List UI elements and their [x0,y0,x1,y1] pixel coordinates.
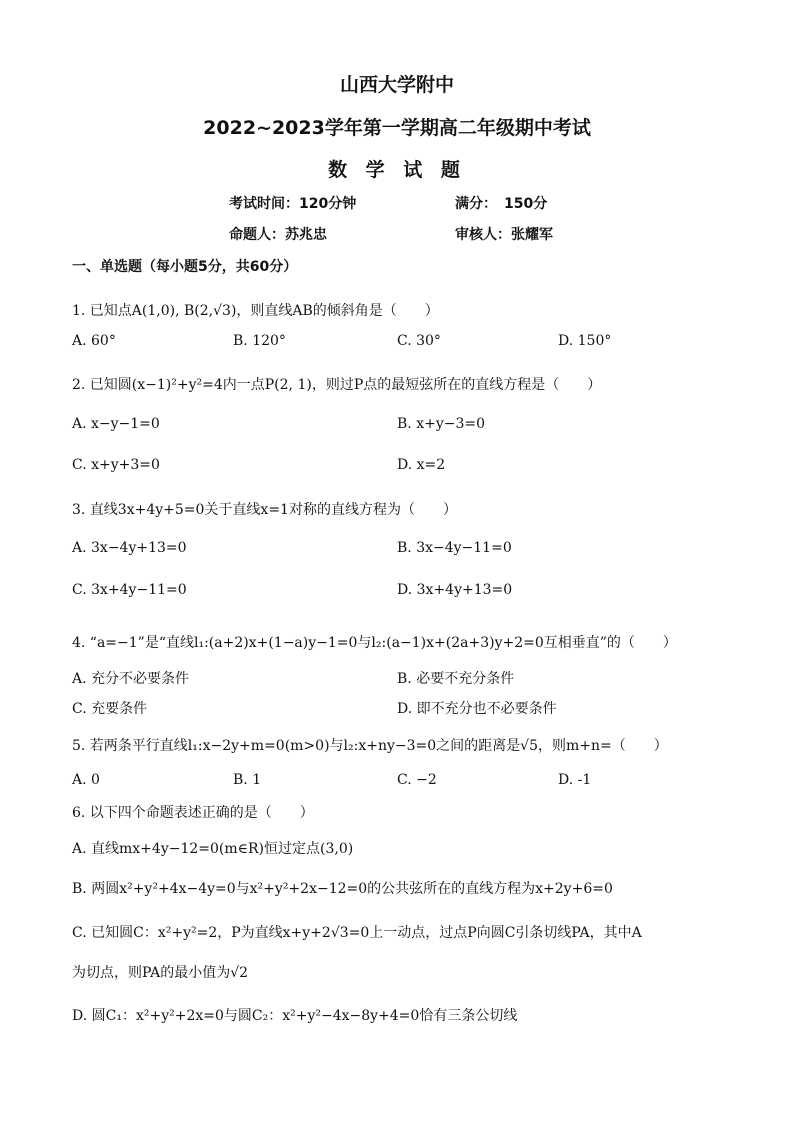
q3-option-a: A. 3x−4y+13=0 [72,540,187,556]
q3-option-c: C. 3x+4y−11=0 [72,582,187,598]
q6-option-c-continued: 为切点，则PA的最小值为√2 [72,965,249,981]
q5-option-b: B. 1 [233,772,262,788]
q4-option-a: A. 充分不必要条件 [72,671,190,687]
question-5-stem: 5. 若两条平行直线l₁:x−2y+m=0(m>0)与l₂:x+ny−3=0之间的距离是√5，则m+n=（ ） [72,738,668,754]
q2-option-b: B. x+y−3=0 [397,416,485,432]
question-3-stem: 3. 直线3x+4y+5=0关于直线x=1对称的直线方程为（ ） [72,502,457,518]
q1-option-d: D. 150° [558,333,612,349]
q4-option-c: C. 充要条件 [72,701,148,717]
q2-option-c: C. x+y+3=0 [72,457,160,473]
q5-option-a: A. 0 [72,772,100,788]
q6-option-a: A. 直线mx+4y−12=0(m∈R)恒过定点(3,0) [72,841,354,857]
exam-title: 2022~2023学年第一学期高二年级期中考试 [203,117,591,139]
question-1-stem: 1. 已知点A(1,0), B(2,√3)，则直线AB的倾斜角是（ ） [72,303,439,319]
full-score: 满分： 150分 [455,196,548,212]
q1-option-a: A. 60° [72,333,116,349]
q3-option-d: D. 3x+4y+13=0 [397,582,513,598]
q1-option-b: B. 120° [233,333,286,349]
school-name: 山西大学附中 [339,74,454,96]
exam-time: 考试时间：120分钟 [229,196,357,212]
q5-option-d: D. -1 [558,772,592,788]
q5-option-c: C. −2 [397,772,437,788]
q6-option-c: C. 已知圆C：x²+y²=2，P为直线x+y+2√3=0上一动点，过点P向圆C引条切线PA，其中A [72,925,642,941]
question-4-stem: 4. “a=−1”是“直线l₁:(a+2)x+(1−a)y−1=0与l₂:(a−1)x+(2a+3)y+2=0互相垂直”的（ ） [72,635,677,651]
q2-option-d: D. x=2 [397,457,446,473]
question-author: 命题人：苏兆忠 [229,227,327,243]
question-6-stem: 6. 以下四个命题表述正确的是（ ） [72,805,314,821]
q4-option-d: D. 即不充分也不必要条件 [397,701,557,717]
subject-title: 数 学 试 题 [328,159,466,181]
q6-option-d: D. 圆C₁：x²+y²+2x=0与圆C₂：x²+y²−4x−8y+4=0恰有三条公切线 [72,1008,518,1024]
q1-option-c: C. 30° [397,333,441,349]
q3-option-b: B. 3x−4y−11=0 [397,540,512,556]
q2-option-a: A. x−y−1=0 [72,416,160,432]
q4-option-b: B. 必要不充分条件 [397,671,515,687]
section-heading: 一、单选题（每小题5分，共60分） [72,259,298,275]
reviewer: 审核人：张耀军 [455,227,553,243]
question-2-stem: 2. 已知圆(x−1)²+y²=4内一点P(2, 1)，则过P点的最短弦所在的直线方程是（ ） [72,377,602,393]
q6-option-b: B. 两圆x²+y²+4x−4y=0与x²+y²+2x−12=0的公共弦所在的直线方程为x+2y+6=0 [72,881,613,897]
